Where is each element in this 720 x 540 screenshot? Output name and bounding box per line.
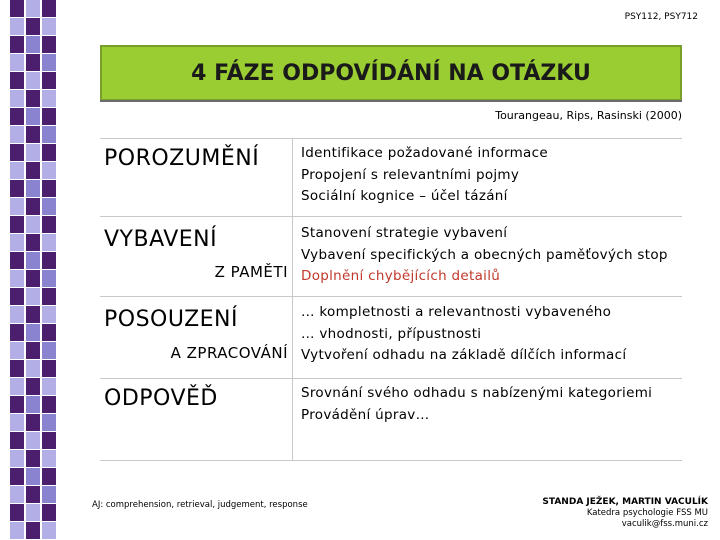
divider <box>100 216 682 217</box>
strip-tile <box>10 144 24 161</box>
description-line: … kompletnosti a relevantnosti vybaveného <box>301 304 612 320</box>
phase-subterm: A ZPRACOVÁNÍ <box>170 344 288 362</box>
strip-tile <box>26 36 40 53</box>
strip-tile <box>10 180 24 197</box>
strip-tile <box>10 486 24 503</box>
strip-tile <box>42 342 56 359</box>
strip-tile <box>26 378 40 395</box>
strip-tile <box>10 126 24 143</box>
strip-tile <box>10 432 24 449</box>
strip-tile <box>42 522 56 539</box>
strip-tile <box>42 432 56 449</box>
strip-tile <box>10 414 24 431</box>
strip-tile <box>10 450 24 467</box>
phase-term: VYBAVENÍ <box>104 227 218 252</box>
description-line: Provádění úprav… <box>301 406 430 423</box>
strip-tile <box>10 324 24 341</box>
strip-tile <box>26 450 40 467</box>
strip-tile <box>10 216 24 233</box>
decorative-strip <box>0 0 64 540</box>
column-divider <box>292 138 293 460</box>
strip-tile <box>26 252 40 269</box>
strip-tile <box>26 486 40 503</box>
strip-tile <box>10 306 24 323</box>
description-line: Identifikace požadované informace <box>301 145 548 161</box>
strip-tile <box>26 522 40 539</box>
strip-tile <box>10 90 24 107</box>
strip-tile <box>42 270 56 287</box>
department: Katedra psychologie FSS MU <box>586 508 708 518</box>
strip-tile <box>42 108 56 125</box>
strip-tile <box>26 270 40 287</box>
strip-tile <box>10 378 24 395</box>
divider <box>100 138 682 139</box>
divider <box>100 378 682 379</box>
phase-description <box>301 383 652 426</box>
strip-tile <box>10 108 24 125</box>
strip-tile <box>42 162 56 179</box>
strip-tile <box>26 468 40 485</box>
strip-tile <box>10 162 24 179</box>
strip-tile <box>42 198 56 215</box>
strip-tile <box>26 342 40 359</box>
strip-tile <box>42 180 56 197</box>
strip-tile <box>26 54 40 71</box>
strip-tile <box>42 252 56 269</box>
strip-tile <box>42 360 56 377</box>
strip-tile <box>10 252 24 269</box>
title-underline <box>100 100 682 102</box>
strip-tile <box>10 72 24 89</box>
strip-tile <box>42 90 56 107</box>
strip-tile <box>10 270 24 287</box>
phase-description <box>301 143 548 208</box>
strip-tile <box>26 288 40 305</box>
strip-tile <box>10 54 24 71</box>
phase-term: POSOUZENÍ <box>104 307 238 332</box>
strip-tile <box>26 144 40 161</box>
strip-tile <box>10 288 24 305</box>
description-line: Sociální kognice – účel tázání <box>301 188 508 204</box>
strip-tile <box>10 342 24 359</box>
strip-tile <box>42 0 56 17</box>
strip-tile <box>42 216 56 233</box>
strip-tile <box>42 396 56 413</box>
strip-tile <box>10 234 24 251</box>
strip-tile <box>42 126 56 143</box>
strip-tile <box>26 0 40 17</box>
description-line: Propojení s relevantními pojmy <box>301 166 520 183</box>
description-line: … vhodnosti, přípustnosti <box>301 325 482 342</box>
strip-tile <box>26 360 40 377</box>
strip-tile <box>42 144 56 161</box>
strip-tile <box>10 0 24 17</box>
phase-description <box>301 302 626 367</box>
strip-tile <box>26 90 40 107</box>
strip-tile <box>26 396 40 413</box>
strip-tile <box>42 378 56 395</box>
strip-tile <box>26 324 40 341</box>
strip-tile <box>26 126 40 143</box>
strip-tile <box>42 414 56 431</box>
description-line: Vytvoření odhadu na základě dílčích informací <box>301 347 627 363</box>
strip-tile <box>26 162 40 179</box>
footnote: AJ: comprehension, retrieval, judgement, response <box>92 500 308 510</box>
strip-tile <box>42 306 56 323</box>
strip-tile <box>26 234 40 251</box>
phase-term: POROZUMĚNÍ <box>104 146 260 171</box>
source-citation: Tourangeau, Rips, Rasinski (2000) <box>495 109 682 122</box>
strip-tile <box>42 486 56 503</box>
description-line: Srovnání svého odhadu s nabízenými kategoriemi <box>301 385 653 401</box>
strip-tile <box>10 468 24 485</box>
strip-tile <box>10 18 24 35</box>
strip-tile <box>10 198 24 215</box>
strip-tile <box>42 288 56 305</box>
divider <box>100 460 682 461</box>
strip-tile <box>10 360 24 377</box>
phase-term: ODPOVĚĎ <box>104 386 218 411</box>
phase-subterm: Z PAMĚTI <box>214 263 288 281</box>
strip-tile <box>26 198 40 215</box>
author-block <box>542 497 708 530</box>
strip-tile <box>42 450 56 467</box>
strip-tile <box>26 306 40 323</box>
description-line: Stanovení strategie vybavení <box>301 225 508 241</box>
strip-tile <box>42 36 56 53</box>
strip-tile <box>26 18 40 35</box>
strip-tile <box>26 432 40 449</box>
strip-tile <box>26 108 40 125</box>
strip-tile <box>42 234 56 251</box>
page-title: 4 FÁZE ODPOVÍDÁNÍ NA OTÁZKU <box>100 45 682 101</box>
strip-tile <box>42 504 56 521</box>
strip-tile <box>10 522 24 539</box>
phase-description <box>301 223 668 288</box>
strip-tile <box>26 414 40 431</box>
strip-tile <box>42 18 56 35</box>
authors-names: STANDA JEŽEK, MARTIN VACULÍK <box>542 497 708 507</box>
strip-tile <box>42 324 56 341</box>
description-line: Vybavení specifických a obecných paměťových stop <box>301 246 668 263</box>
strip-tile <box>42 72 56 89</box>
strip-tile <box>26 180 40 197</box>
strip-tile <box>42 54 56 71</box>
strip-tile <box>10 396 24 413</box>
email: vaculik@fss.muni.cz <box>621 519 708 529</box>
strip-tile <box>42 468 56 485</box>
course-code: PSY112, PSY712 <box>624 12 698 22</box>
strip-tile <box>10 36 24 53</box>
strip-tile <box>26 72 40 89</box>
strip-tile <box>26 216 40 233</box>
description-line-highlighted: Doplnění chybějících detailů <box>301 268 501 284</box>
strip-tile <box>10 504 24 521</box>
divider <box>100 296 682 297</box>
strip-tile <box>26 504 40 521</box>
